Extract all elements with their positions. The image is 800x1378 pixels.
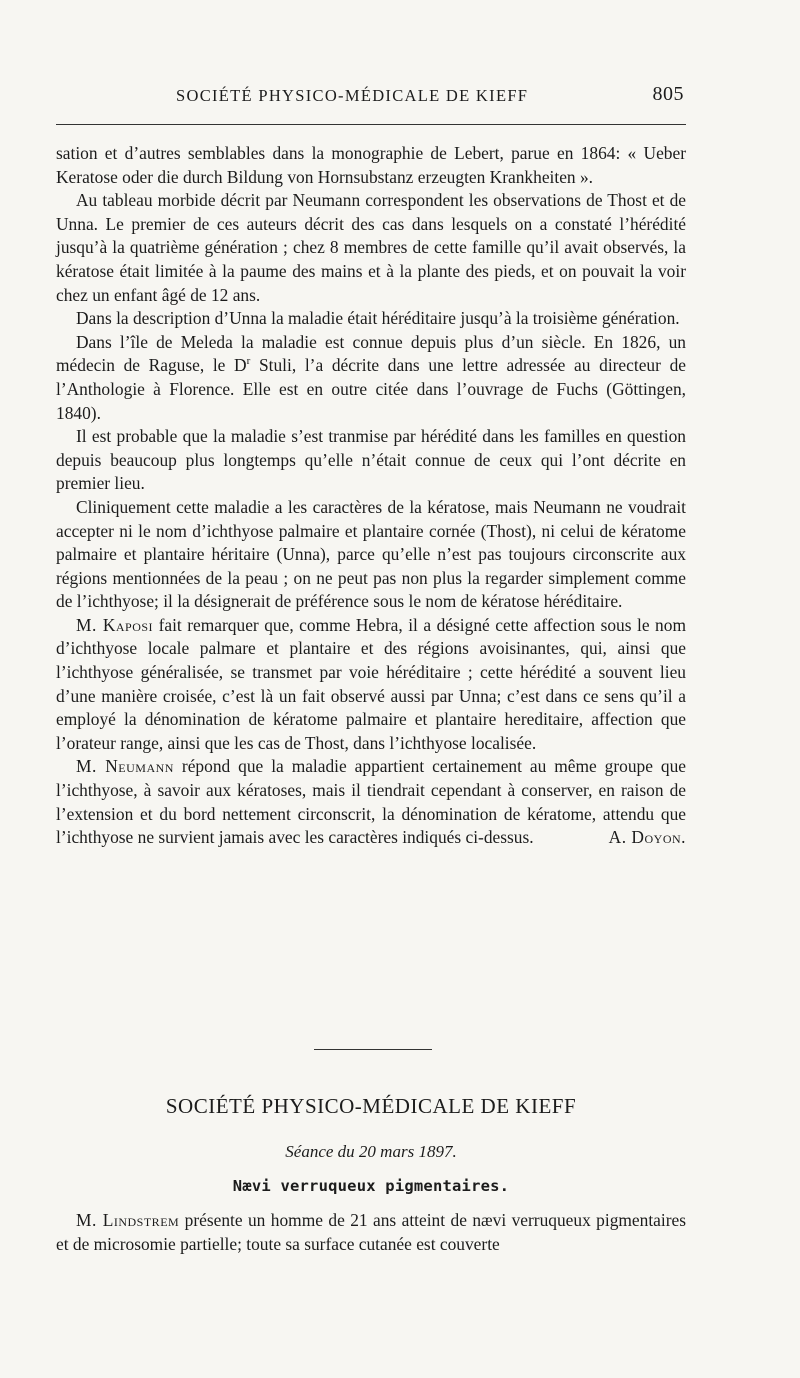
paragraph-1: sation et d’autres semblables dans la monographie de Lebert, parue en 1864: « Ueber Keratose oder die durch Bildung von Hornsubstanz erzeugten Krankheiten ».	[56, 143, 686, 187]
paragraph-4-text-after: Stuli, l’a décrite dans une lettre adressée au directeur de l’Anthologie à Florence. Elle est en outre citée dans l’ouvrage de Fuchs (Göttingen, 1840).	[56, 355, 686, 423]
speaker-neumann: M. Neumann	[76, 756, 174, 777]
paragraph-9-text: présente un homme de 21 ans atteint de nævi verruqueux pigmentaires et de microsomie partielle; toute sa surface cutanée est couverte	[56, 1210, 687, 1254]
session-date: Séance du 20 mars 1897.	[285, 1142, 457, 1161]
paragraph-3: Dans la description d’Unna la maladie était héréditaire jusqu’à la troisième génération.	[76, 308, 680, 329]
section-title: SOCIÉTÉ PHYSICO-MÉDICALE DE KIEFF	[165, 1094, 577, 1118]
paragraph-5: Il est probable que la maladie s’est tranmise par hérédité dans les familles en question depuis beaucoup plus longtemps qu’elle n’était connue de ceux qui l’ont décrite en premier lieu.	[56, 426, 686, 494]
running-head	[56, 83, 686, 114]
doctor-superscript: r	[246, 355, 251, 368]
article-body	[56, 142, 686, 850]
article-heading: Nævi verruqueux pigmentaires.	[232, 1177, 510, 1195]
paragraph-2: Au tableau morbide décrit par Neumann correspondent les observations de Thost et de Unna. Le premier de ces auteurs décrit des cas dans lesquels on a constaté l’hérédité jusqu’à la quatrième génération ; chez 8 membres de cette famille qu’il avait observés, la kératose était limitée à la paume des mains et à la plante des pieds, et on pouvait la voir chez un enfant âgé de 12 ans.	[56, 190, 686, 305]
section-divider	[314, 1049, 432, 1050]
paragraph-8	[56, 755, 686, 849]
speaker-lindstrem: M. Lindstrem	[76, 1210, 180, 1230]
paragraph-4	[56, 331, 686, 425]
paragraph-7	[56, 614, 686, 756]
author-signature: A. Doyon.	[608, 827, 686, 848]
page-number: 805	[652, 83, 684, 105]
paragraph-7-text: fait remarquer que, comme Hebra, il a désigné cette affection sous le nom d’ichthyose locale palmare et plantaire et des régions avoisinantes, qui, ainsi que l’ichthyose généralisée, se transmet par voie héréditaire ; cette hérédité a souvent lieu d’une manière croisée, c’est là un fait observé aussi par Unna; c’est dans ce sens qu’il a employé la dénomination de kératome palmaire et plantaire hereditaire, affection que l’orateur range, ainsi que les cas de Thost, dans l’ichthyose localisée.	[56, 614, 686, 753]
section-body	[56, 1209, 686, 1256]
paragraph-4-text-before: Dans l’île de Meleda la maladie est connue depuis plus d’un siècle. En 1826, un médecin de Raguse, le D	[56, 331, 686, 376]
paragraph-8-text: répond que la maladie appartient certainement au même groupe que l’ichthyose, à savoir aux kératoses, mais il tiendrait cependant à conserver, en raison de l’extension et du bord nettement circonscrit, la dénomination de kératome, attendu que l’ichthyose ne survient jamais avec les caractères indiqués ci-dessus.	[56, 756, 686, 848]
paragraph-6: Cliniquement cette maladie a les caractères de la kératose, mais Neumann ne voudrait accepter ni le nom d’ichthyose palmaire et plantaire cornée (Thost), ni celui de kératome palmaire et plantaire héritaire (Unna), parce qu’elle n’est pas toujours circonscrite aux régions mentionnées de la peau ; on ne peut pas non plus la regarder simplement comme de l’ichthyose; il la désignerait de préférence sous le nom de kératose héréditaire.	[56, 496, 686, 612]
speaker-kaposi: M. Kaposi	[76, 614, 154, 635]
paragraph-9	[56, 1209, 686, 1256]
header-rule	[56, 124, 686, 125]
running-title: SOCIÉTÉ PHYSICO-MÉDICALE DE KIEFF	[176, 86, 529, 105]
